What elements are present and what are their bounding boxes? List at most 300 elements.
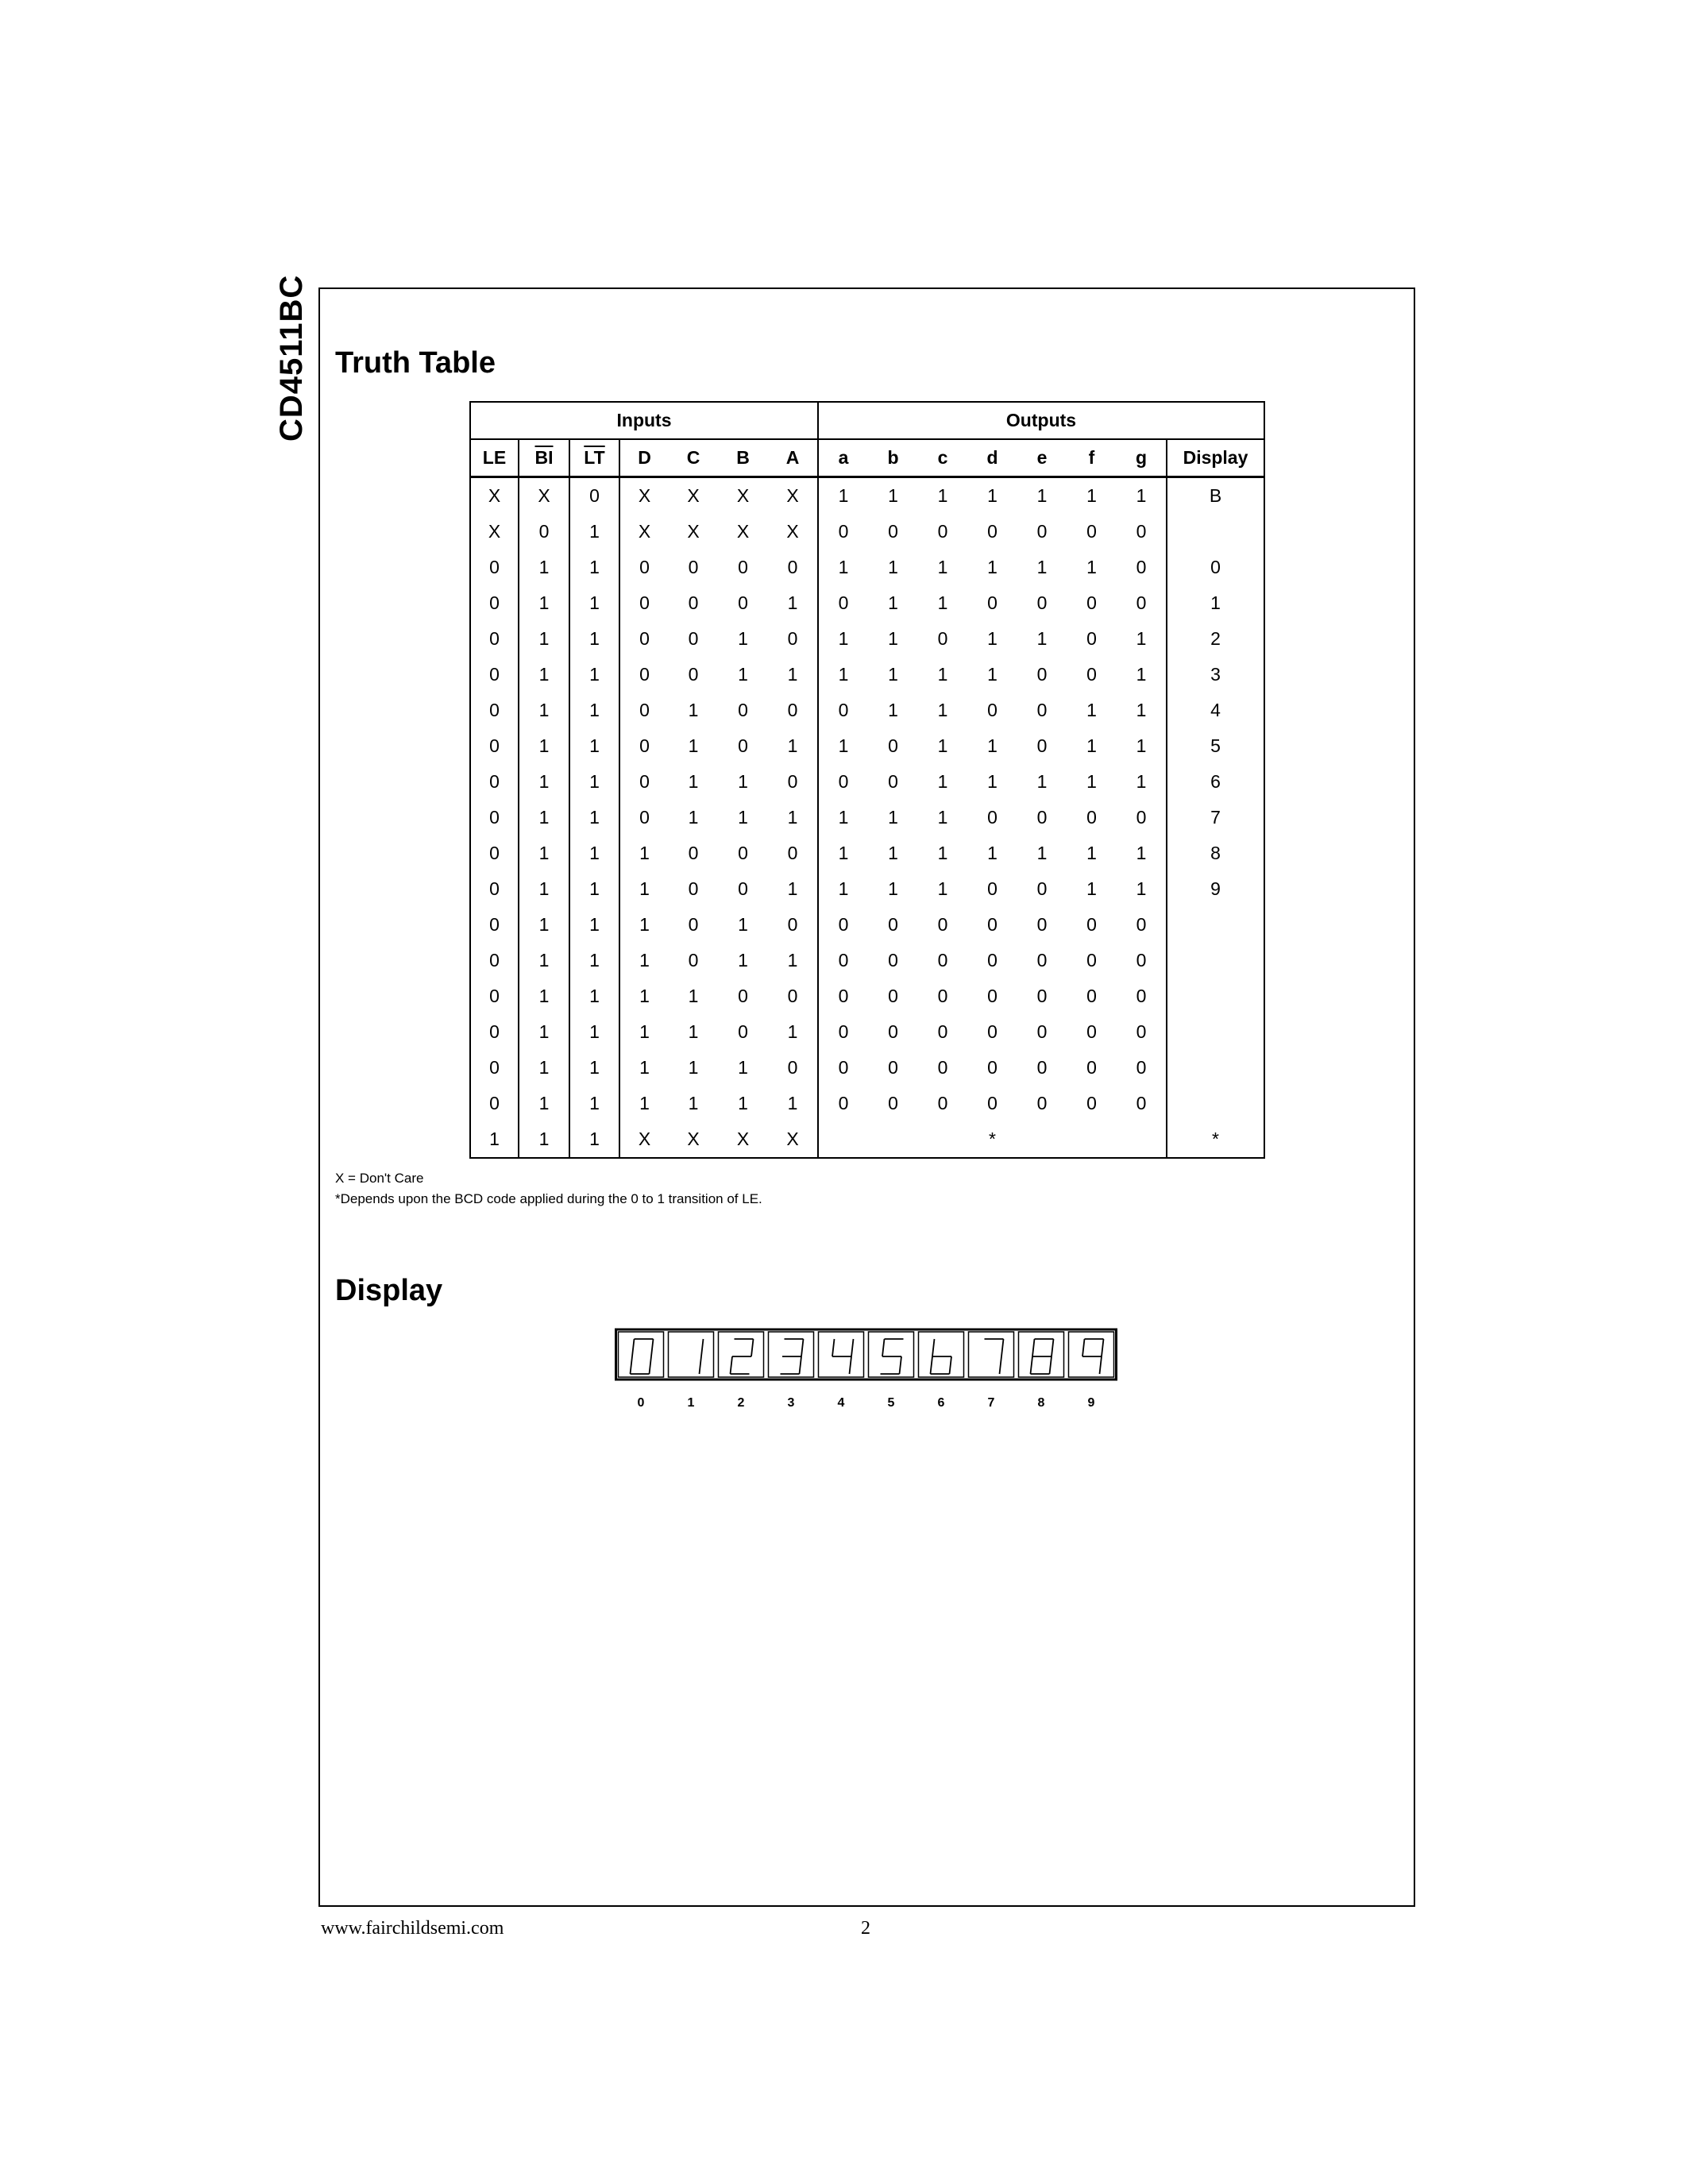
cell-g: 0: [1117, 514, 1167, 550]
cell-f: 0: [1086, 628, 1097, 649]
cell-f: 1: [1086, 700, 1097, 720]
cell-f: 0: [1086, 807, 1097, 828]
segment-f: [882, 1339, 885, 1356]
column-header-a-out: a: [838, 447, 849, 468]
cell-lt: 1: [569, 1014, 619, 1050]
cell-le: 0: [470, 1050, 519, 1086]
digit-label: 3: [787, 1396, 795, 1410]
segment-b: [1052, 1339, 1054, 1356]
cell-le: 0: [470, 764, 519, 800]
cell-a: 0: [838, 986, 849, 1006]
cell-display: [1167, 978, 1264, 1014]
cell-display: 2: [1167, 621, 1264, 657]
cell-b: 1: [888, 628, 898, 649]
segment-c: [1050, 1356, 1052, 1374]
segment-c: [1000, 1356, 1002, 1374]
digit-cell-9: [1069, 1332, 1114, 1410]
cell-c: 0: [937, 1057, 948, 1078]
cell-le: 0: [470, 978, 519, 1014]
segment-c: [650, 1356, 652, 1374]
cell-lt: 0: [569, 477, 619, 515]
cell-d: 0: [987, 1057, 997, 1078]
cell-bi: 0: [519, 514, 569, 550]
cell-bi: 1: [519, 1014, 569, 1050]
cell-le: 0: [470, 1014, 519, 1050]
segment-f: [1082, 1339, 1085, 1356]
digit-label: 7: [987, 1396, 995, 1410]
cell-lt: 1: [569, 978, 619, 1014]
cell-bi: 1: [519, 585, 569, 621]
cell-e: 0: [1036, 1093, 1048, 1113]
cell-b: X: [736, 521, 750, 542]
cell-display: [1167, 1050, 1264, 1086]
cell-le: 0: [470, 907, 519, 943]
cell-a: 1: [768, 800, 818, 835]
display-heading: Display: [335, 1274, 443, 1307]
cell-a: 0: [838, 1021, 849, 1042]
cell-display: 1: [1167, 585, 1264, 621]
cell-d: 1: [639, 1021, 650, 1042]
cell-g: 1: [1117, 871, 1167, 907]
cell-g: 0: [1117, 800, 1167, 835]
cell-f: 0: [1086, 914, 1097, 935]
cell-e: 0: [1036, 521, 1048, 542]
cell-le: 0: [470, 800, 519, 835]
cell-f: 1: [1086, 735, 1097, 756]
cell-bi: 1: [519, 550, 569, 585]
cell-g: 1: [1117, 657, 1167, 693]
cell-f: 1: [1086, 843, 1097, 863]
page-number: 2: [861, 1918, 870, 1939]
cell-a: 1: [768, 943, 818, 978]
segment-b: [1102, 1339, 1104, 1356]
cell-c: 1: [937, 592, 948, 613]
cell-d: 0: [639, 807, 650, 828]
digit-label: 4: [837, 1396, 845, 1410]
cell-d: 1: [639, 878, 650, 899]
cell-d: X: [638, 521, 651, 542]
digit-cell-6: [919, 1332, 964, 1410]
table-row: [470, 800, 1264, 835]
cell-d: 1: [987, 664, 997, 685]
cell-f: 0: [1086, 521, 1097, 542]
cell-b: 0: [738, 986, 748, 1006]
cell-d: X: [638, 485, 651, 506]
cell-a: 0: [838, 1057, 849, 1078]
segment-e: [931, 1356, 933, 1374]
cell-c: X: [687, 1129, 700, 1149]
cell-display: 0: [1167, 550, 1264, 585]
table-row: [470, 585, 1264, 621]
segment-b: [1001, 1339, 1004, 1356]
cell-e: 0: [1036, 664, 1048, 685]
cell-g: 0: [1117, 585, 1167, 621]
cell-d: 0: [987, 878, 997, 899]
cell-bi: 1: [519, 907, 569, 943]
cell-a: 1: [838, 807, 849, 828]
cell-d: 0: [639, 628, 650, 649]
cell-d: 0: [987, 592, 997, 613]
cell-b: 1: [738, 950, 748, 970]
segment-f: [1032, 1339, 1035, 1356]
inputs-group-header: Inputs: [470, 402, 818, 439]
cell-a: 0: [838, 592, 849, 613]
cell-e: 1: [1036, 628, 1048, 649]
cell-a: 0: [768, 1050, 818, 1086]
cell-lt: 1: [569, 585, 619, 621]
cell-g: 1: [1117, 764, 1167, 800]
cell-lt: 1: [569, 800, 619, 835]
cell-f: 0: [1086, 950, 1097, 970]
cell-b: 1: [888, 664, 898, 685]
cell-b: 0: [888, 986, 898, 1006]
cell-bi: X: [519, 477, 569, 515]
column-header-c-out: c: [937, 447, 948, 468]
cell-a: 1: [838, 735, 849, 756]
cell-display: [1167, 1014, 1264, 1050]
cell-c: 1: [688, 1057, 699, 1078]
cell-d: 0: [987, 1021, 997, 1042]
cell-a: X: [768, 1121, 818, 1158]
cell-d: 0: [987, 914, 997, 935]
cell-lt: 1: [569, 621, 619, 657]
cell-g: 1: [1117, 835, 1167, 871]
cell-f: 0: [1086, 664, 1097, 685]
cell-b: 1: [738, 914, 748, 935]
cell-c: 0: [688, 914, 699, 935]
cell-a: 1: [838, 843, 849, 863]
cell-bi: 1: [519, 693, 569, 728]
cell-d: 1: [987, 485, 997, 506]
cell-c: 1: [937, 735, 948, 756]
cell-display: 7: [1167, 800, 1264, 835]
cell-f: 1: [1086, 771, 1097, 792]
cell-le: 0: [470, 550, 519, 585]
cell-a: 0: [768, 835, 818, 871]
table-row: [470, 477, 1264, 515]
cell-c: 1: [937, 843, 948, 863]
cell-b: 1: [738, 1093, 748, 1113]
table-row: [470, 835, 1264, 871]
cell-d: 0: [639, 700, 650, 720]
segment-c: [950, 1356, 952, 1374]
cell-display: 6: [1167, 764, 1264, 800]
cell-b: 1: [888, 878, 898, 899]
cell-g: 0: [1117, 943, 1167, 978]
cell-d: 1: [987, 771, 997, 792]
cell-bi: 1: [519, 1121, 569, 1158]
table-row: [470, 1086, 1264, 1121]
table-row: [470, 514, 1264, 550]
cell-d: 1: [639, 843, 650, 863]
cell-a: 0: [768, 764, 818, 800]
cell-le: X: [470, 477, 519, 515]
cell-d: 1: [639, 986, 650, 1006]
cell-e: 1: [1036, 557, 1048, 577]
cell-b: 0: [738, 1021, 748, 1042]
table-row: [470, 550, 1264, 585]
digit-label: 9: [1087, 1396, 1095, 1410]
cell-le: 0: [470, 585, 519, 621]
segment-f: [632, 1339, 635, 1356]
segment-c: [1100, 1356, 1102, 1374]
cell-c: 0: [937, 1093, 948, 1113]
cell-c: 1: [937, 878, 948, 899]
cell-d: 0: [987, 1093, 997, 1113]
cell-display: B: [1167, 477, 1264, 515]
cell-d: 0: [639, 735, 650, 756]
cell-lt: 1: [569, 1086, 619, 1121]
outputs-group-header: Outputs: [818, 402, 1264, 439]
cell-le: 0: [470, 621, 519, 657]
cell-a: 1: [838, 485, 849, 506]
cell-d: 1: [987, 735, 997, 756]
cell-c: 1: [688, 1093, 699, 1113]
cell-b: 0: [888, 950, 898, 970]
column-header-c: C: [686, 447, 700, 468]
cell-g: 0: [1117, 550, 1167, 585]
cell-lt: 1: [569, 657, 619, 693]
cell-d: 1: [639, 914, 650, 935]
cell-a: 1: [838, 557, 849, 577]
digit-label: 5: [887, 1396, 895, 1410]
cell-d: 0: [987, 521, 997, 542]
cell-g: 1: [1117, 477, 1167, 515]
truth-table: [469, 401, 1265, 1159]
cell-e: 0: [1036, 592, 1048, 613]
cell-lt: 1: [569, 907, 619, 943]
digit-cell-4: [819, 1332, 864, 1410]
cell-g: 0: [1117, 978, 1167, 1014]
cell-a: 1: [768, 657, 818, 693]
cell-b: 1: [888, 843, 898, 863]
cell-bi: 1: [519, 621, 569, 657]
cell-bi: 1: [519, 764, 569, 800]
digit-cell-3: [769, 1332, 814, 1410]
cell-e: 0: [1036, 807, 1048, 828]
cell-bi: 1: [519, 800, 569, 835]
cell-bi: 1: [519, 978, 569, 1014]
segment-b: [801, 1339, 804, 1356]
cell-g: 0: [1117, 1086, 1167, 1121]
cell-d: 1: [639, 1057, 650, 1078]
cell-a: 0: [768, 907, 818, 943]
column-header-b-out: b: [887, 447, 899, 468]
digit-label: 0: [637, 1396, 645, 1410]
cell-c: X: [687, 521, 700, 542]
table-row: [470, 728, 1264, 764]
cell-lt: 1: [569, 728, 619, 764]
cell-d: 1: [639, 1093, 650, 1113]
digit-cell-border: [819, 1332, 864, 1377]
note-bcd-dependency: *Depends upon the BCD code applied during the 0 to 1 transition of LE.: [335, 1191, 762, 1206]
cell-display: 5: [1167, 728, 1264, 764]
digit-label: 8: [1037, 1396, 1045, 1410]
cell-e: 1: [1036, 771, 1048, 792]
cell-a: 1: [768, 1086, 818, 1121]
cell-b: 0: [888, 914, 898, 935]
segment-c: [800, 1356, 802, 1374]
cell-e: 0: [1036, 1057, 1048, 1078]
cell-a: 1: [768, 585, 818, 621]
cell-c: 0: [688, 843, 699, 863]
cell-c: 1: [937, 485, 948, 506]
cell-b: 1: [738, 807, 748, 828]
segment-b: [701, 1339, 704, 1356]
cell-f: 0: [1086, 1021, 1097, 1042]
cell-b: 1: [888, 485, 898, 506]
digit-cell-5: [869, 1332, 914, 1410]
footer-url[interactable]: www.fairchildsemi.com: [321, 1918, 504, 1939]
digit-cell-0: [619, 1332, 664, 1410]
cell-bi: 1: [519, 657, 569, 693]
cell-le: 0: [470, 871, 519, 907]
cell-display: [1167, 1086, 1264, 1121]
cell-lt: 1: [569, 835, 619, 871]
cell-a: 1: [768, 871, 818, 907]
cell-a: 1: [768, 1014, 818, 1050]
cell-d: 1: [987, 628, 997, 649]
cell-a: 0: [838, 700, 849, 720]
table-row: [470, 621, 1264, 657]
cell-b: 1: [738, 771, 748, 792]
table-row: [470, 1121, 1264, 1158]
cell-e: 0: [1036, 1021, 1048, 1042]
cell-b: X: [736, 1129, 750, 1149]
segment-f: [932, 1339, 935, 1356]
cell-c: 1: [688, 986, 699, 1006]
cell-display: *: [1167, 1121, 1264, 1158]
cell-a: 1: [768, 728, 818, 764]
cell-c: 1: [937, 700, 948, 720]
cell-a: 0: [768, 978, 818, 1014]
table-row: [470, 657, 1264, 693]
table-row: [470, 693, 1264, 728]
cell-a: 0: [838, 1093, 849, 1113]
cell-c: 1: [688, 771, 699, 792]
cell-le: 0: [470, 693, 519, 728]
cell-g: 0: [1117, 907, 1167, 943]
segment-e: [631, 1356, 633, 1374]
column-header-a: A: [768, 439, 818, 477]
cell-e: 1: [1036, 843, 1048, 863]
cell-f: 1: [1086, 485, 1097, 506]
cell-le: 0: [470, 835, 519, 871]
cell-lt: 1: [569, 764, 619, 800]
cell-b: 1: [888, 700, 898, 720]
cell-f: 1: [1086, 878, 1097, 899]
cell-lt: 1: [569, 1121, 619, 1158]
cell-b: 0: [738, 592, 748, 613]
cell-a: 1: [838, 628, 849, 649]
cell-c: 1: [937, 807, 948, 828]
cell-lt: 1: [569, 1050, 619, 1086]
cell-c: 0: [688, 950, 699, 970]
cell-d: 1: [987, 557, 997, 577]
cell-g: 1: [1117, 728, 1167, 764]
cell-c: 0: [688, 628, 699, 649]
cell-d: 0: [639, 664, 650, 685]
cell-e: 0: [1036, 986, 1048, 1006]
seven-segment-display-figure: [615, 1328, 1123, 1415]
cell-b: 0: [738, 735, 748, 756]
cell-d: 0: [987, 950, 997, 970]
cell-display: 9: [1167, 871, 1264, 907]
cell-f: 0: [1086, 1093, 1097, 1113]
cell-d: 0: [987, 986, 997, 1006]
table-row: [470, 978, 1264, 1014]
segment-c: [700, 1356, 702, 1374]
cell-g: 0: [1117, 1014, 1167, 1050]
cell-b: 0: [888, 1057, 898, 1078]
cell-c: 0: [937, 950, 948, 970]
cell-c: 0: [937, 986, 948, 1006]
cell-d: 0: [639, 592, 650, 613]
cell-b: 0: [888, 771, 898, 792]
cell-c: 0: [937, 628, 948, 649]
cell-bi: 1: [519, 1086, 569, 1121]
column-header-e-out: e: [1036, 447, 1048, 468]
cell-lt: 1: [569, 550, 619, 585]
cell-lt: 1: [569, 871, 619, 907]
digit-cell-1: [669, 1332, 714, 1410]
cell-c: 1: [688, 1021, 699, 1042]
cell-d: 0: [987, 700, 997, 720]
table-row: [470, 1050, 1264, 1086]
cell-d: 0: [987, 807, 997, 828]
cell-lt: 1: [569, 943, 619, 978]
cell-e: 0: [1036, 914, 1048, 935]
cell-e: 0: [1036, 735, 1048, 756]
table-row: [470, 764, 1264, 800]
segment-e: [731, 1356, 733, 1374]
cell-b: 0: [888, 1021, 898, 1042]
column-header-le: LE: [470, 439, 519, 477]
digit-cell-border: [669, 1332, 714, 1377]
cell-b: 0: [738, 700, 748, 720]
cell-b: 1: [888, 807, 898, 828]
cell-a: 1: [838, 664, 849, 685]
cell-le: 0: [470, 1086, 519, 1121]
cell-f: 1: [1086, 557, 1097, 577]
cell-a: X: [768, 514, 818, 550]
cell-c: 0: [688, 878, 699, 899]
table-row: [470, 871, 1264, 907]
cell-a: 0: [768, 693, 818, 728]
cell-c: 0: [688, 664, 699, 685]
cell-b: 0: [738, 878, 748, 899]
digit-cell-2: [719, 1332, 764, 1410]
cell-g: 1: [1117, 693, 1167, 728]
cell-e: 1: [1036, 485, 1048, 506]
table-row: [470, 943, 1264, 978]
cell-c: X: [687, 485, 700, 506]
cell-a: 0: [838, 521, 849, 542]
cell-b: 0: [888, 1093, 898, 1113]
column-header-d: D: [638, 447, 651, 468]
digit-cell-7: [969, 1332, 1014, 1410]
cell-a: 0: [768, 621, 818, 657]
cell-le: 0: [470, 657, 519, 693]
cell-d: 1: [987, 843, 997, 863]
cell-c: 0: [937, 521, 948, 542]
digit-label: 6: [937, 1396, 945, 1410]
cell-display: 8: [1167, 835, 1264, 871]
cell-b: 0: [888, 521, 898, 542]
part-number-title: CD4511BC: [274, 274, 309, 442]
cell-le: 0: [470, 728, 519, 764]
cell-bi: 1: [519, 943, 569, 978]
